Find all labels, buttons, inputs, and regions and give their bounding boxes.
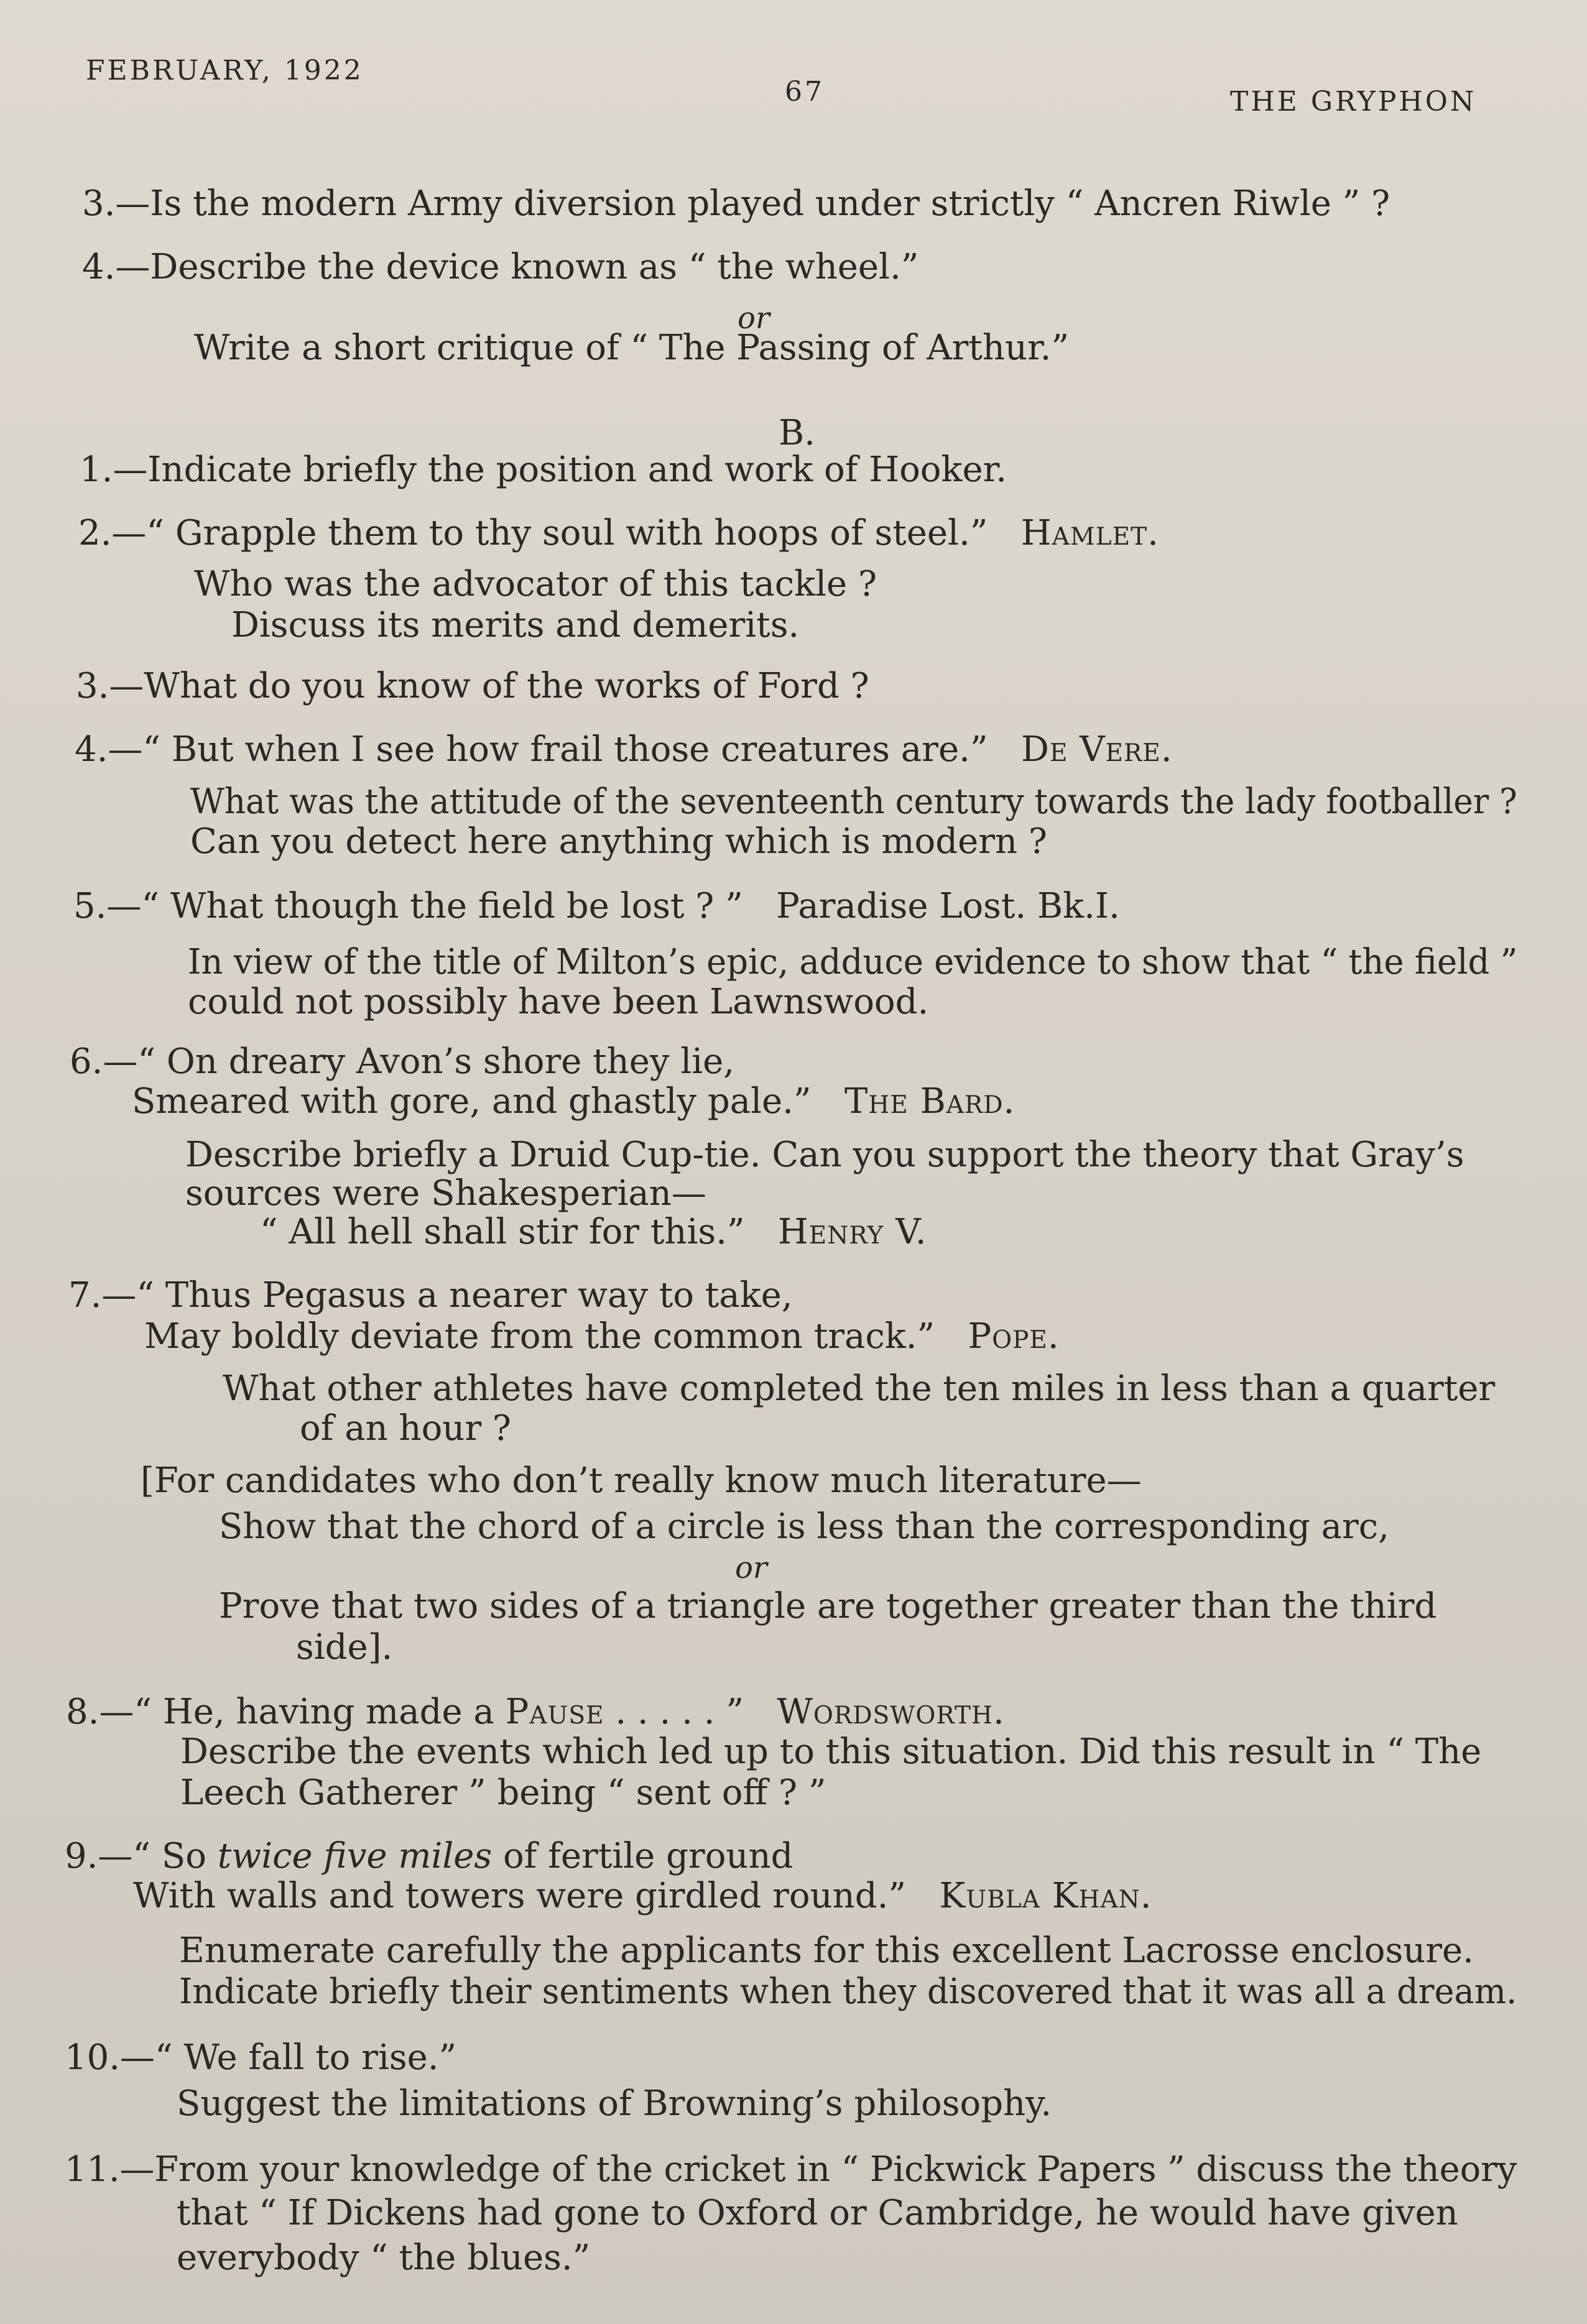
question-b7-quote1: 7.—“ Thus Pegasus a nearer way to take,	[68, 1275, 793, 1316]
question-b11-line3: everybody “ the blues.”	[177, 2238, 591, 2278]
quote-text: May boldly deviate from the common track.”	[144, 1316, 935, 1357]
question-b8-line1: Describe the events which led up to this situation. Did this result in “ The	[180, 1731, 1482, 1772]
question-b7-line1: What other athletes have completed the ten miles in less than a quarter	[223, 1368, 1496, 1409]
question-b4-line1: What was the attitude of the seventeenth century towards the lady footballer ?	[190, 782, 1517, 822]
question-b6-quote2	[132, 1081, 1016, 1122]
quote-text: 2.—“ Grapple them to thy soul with hoops of steel.”	[78, 513, 988, 553]
question-b11-line1: 11.—From your knowledge of the cricket in “ Pickwick Papers ” discuss the theory	[65, 2149, 1517, 2190]
question-b7-quote2	[144, 1316, 1060, 1357]
header-journal: THE GRYPHON	[1230, 86, 1477, 118]
quote-text: Smeared with gore, and ghastly pale.”	[132, 1081, 812, 1122]
question-b6-line1: Describe briefly a Druid Cup-tie. Can you support the theory that Gray’s	[185, 1135, 1464, 1175]
question-b8-line2: Leech Gatherer ” being “ sent off ? ”	[180, 1773, 826, 1813]
quote-text: “ All hell shall stir for this.”	[260, 1212, 745, 1252]
quote-source: De Vere.	[1020, 729, 1173, 770]
quote-source: Paradise Lost. Bk.I.	[776, 886, 1120, 926]
quote-text-end: of fertile ground	[492, 1836, 794, 1876]
quote-emphasis: twice five miles	[217, 1836, 493, 1876]
question-b5-line2: could not possibly have been Lawnswood.	[188, 982, 929, 1022]
quote-text-end: . . . . . ”	[604, 1692, 744, 1732]
question-b2-line2: Discuss its merits and demerits.	[231, 605, 800, 645]
question-b4-line2: Can you detect here anything which is modern ?	[190, 821, 1047, 862]
quote-source: Pope.	[968, 1316, 1060, 1357]
header-date: FEBRUARY, 1922	[86, 55, 364, 86]
quote-text: 9.—“ So	[65, 1836, 218, 1876]
or-divider: or	[735, 1551, 767, 1585]
question-a4-alternative: Write a short critique of “ The Passing of Arthur.”	[194, 328, 1070, 368]
header-page-number: 67	[785, 76, 825, 108]
quote-text: 5.—“ What though the field be lost ? ”	[73, 886, 743, 926]
question-b10-quote: 10.—“ We fall to rise.”	[65, 2037, 457, 2078]
question-b9-quote1	[65, 1836, 794, 1876]
question-b7-note3: Prove that two sides of a triangle are together greater than the third	[219, 1586, 1437, 1626]
quote-source: Hamlet.	[1020, 513, 1159, 553]
question-b7-note2: Show that the chord of a circle is less than the corresponding arc,	[219, 1506, 1389, 1547]
question-b2-quote	[78, 513, 1159, 553]
question-b8-quote	[66, 1692, 1005, 1732]
question-b7-line2: of an hour ?	[300, 1408, 511, 1449]
question-b7-note4: side].	[296, 1627, 393, 1667]
or-divider: or	[738, 301, 770, 336]
question-b5-quote	[73, 886, 1120, 926]
question-b5-line1: In view of the title of Milton’s epic, adduce evidence to show that “ the field ”	[188, 942, 1518, 982]
quote-text: 8.—“ He, having made a	[66, 1692, 506, 1732]
question-b3: 3.—What do you know of the works of Ford ?	[76, 666, 869, 706]
question-a4: 4.—Describe the device known as “ the wheel.”	[82, 247, 919, 287]
quote-emphasis: Pause	[505, 1692, 604, 1732]
quote-source: Kubla Khan.	[939, 1876, 1152, 1916]
question-b9-line2: Indicate briefly their sentiments when they discovered that it was all a dream.	[179, 1971, 1517, 2012]
quote-source: The Bard.	[844, 1081, 1016, 1122]
section-b-heading: B.	[779, 413, 815, 453]
quote-source: Wordsworth.	[777, 1692, 1005, 1732]
question-b2-line1: Who was the advocator of this tackle ?	[194, 564, 877, 604]
question-b9-line1: Enumerate carefully the applicants for this excellent Lacrosse enclosure.	[179, 1930, 1474, 1971]
question-b7-note1: [For candidates who don’t really know much literature—	[141, 1460, 1142, 1501]
quote-source: Henry V.	[777, 1212, 927, 1252]
question-b10-line1: Suggest the limitations of Browning’s philosophy.	[177, 2083, 1052, 2124]
question-b1: 1.—Indicate briefly the position and work of Hooker.	[80, 450, 1007, 490]
question-b4-quote	[75, 729, 1173, 770]
question-b6-line3	[260, 1212, 927, 1252]
quote-text: 4.—“ But when I see how frail those creatures are.”	[75, 729, 988, 770]
question-b6-line2: sources were Shakesperian—	[185, 1173, 706, 1214]
question-b6-quote1: 6.—“ On dreary Avon’s shore they lie,	[70, 1041, 735, 1082]
question-b11-line2: that “ If Dickens had gone to Oxford or Cambridge, he would have given	[177, 2193, 1458, 2233]
quote-text: With walls and towers were girdled round.”	[133, 1876, 906, 1916]
question-b9-quote2	[133, 1876, 1152, 1916]
question-a3: 3.—Is the modern Army diversion played under strictly “ Ancren Riwle ” ?	[82, 183, 1390, 224]
